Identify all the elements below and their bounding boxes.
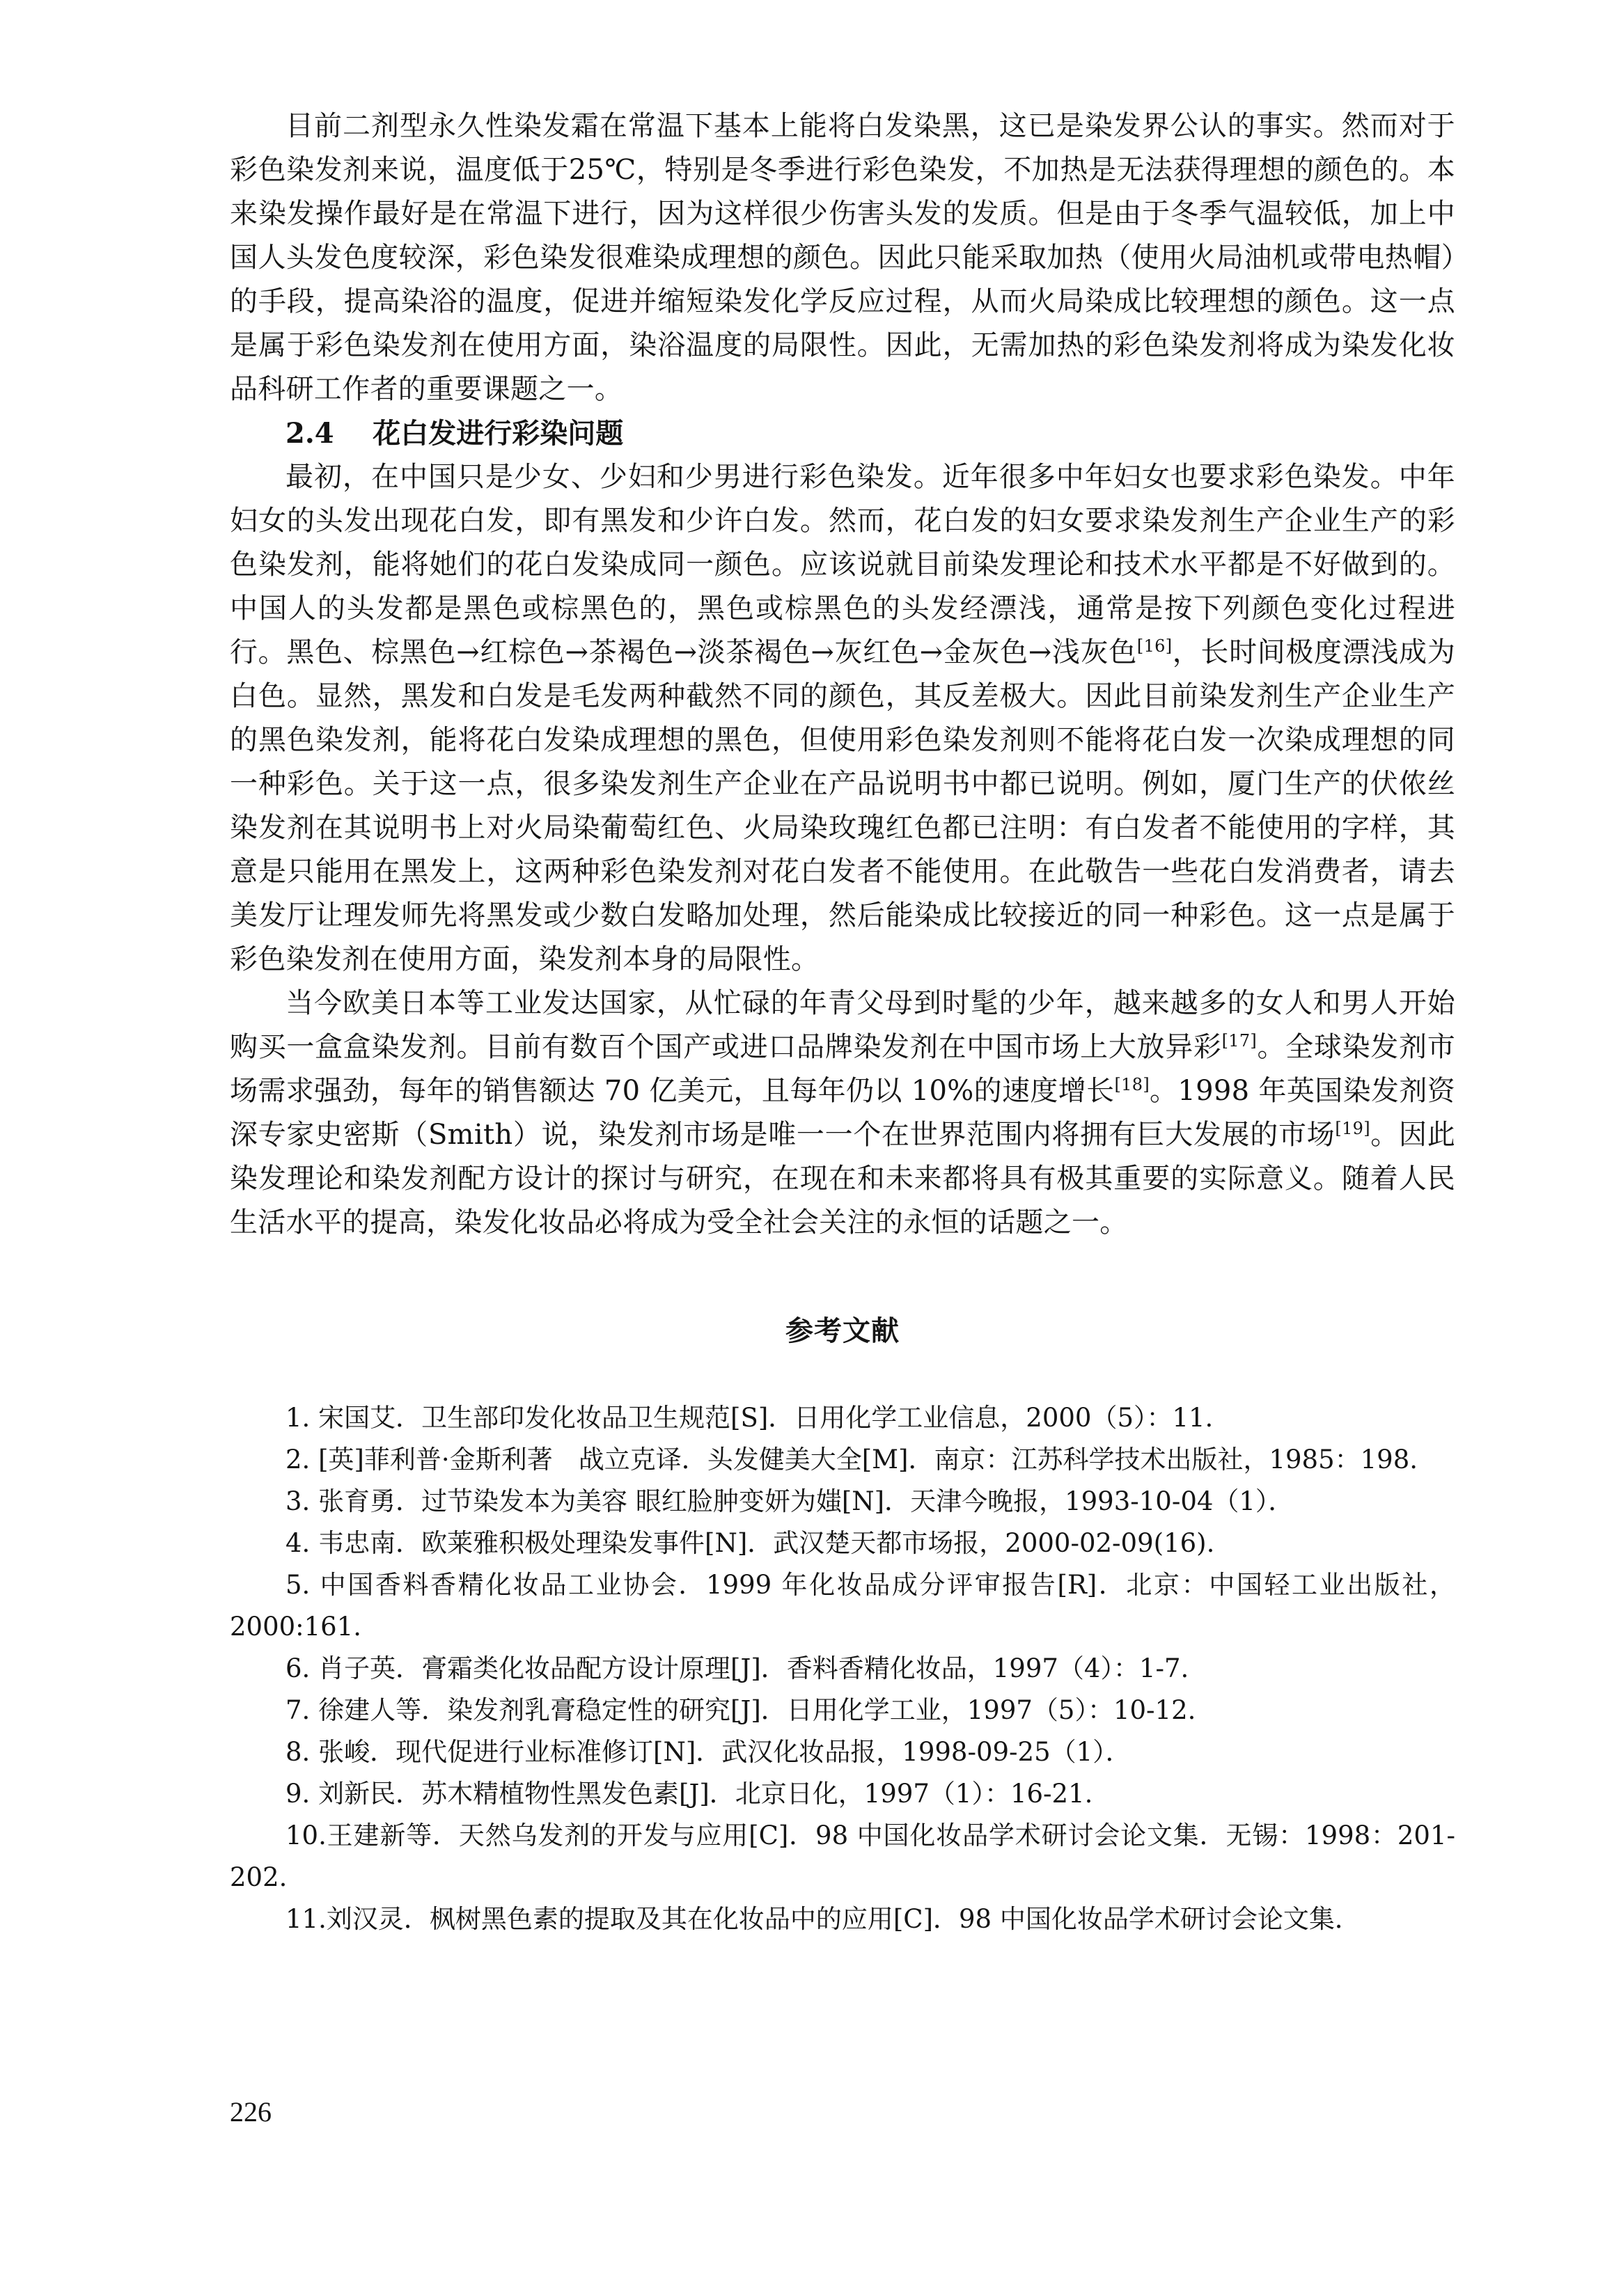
page-body xyxy=(230,104,1455,1940)
citation-ref: [16] xyxy=(1136,636,1173,656)
paragraph-text: 。全球染发剂市场需求强劲，每年的销售额达 70 亿美元，且每年仍以 10%的速度增长 xyxy=(230,1031,1455,1107)
reference-item: 10.王建新等．天然乌发剂的开发与应用[C]．98 中国化妆品学术研讨会论文集．无锡：1998：201-202. xyxy=(230,1821,1455,1892)
reference-item: 7. 徐建人等．染发剂乳膏稳定性的研究[J]．日用化学工业，1997（5）：10-12. xyxy=(285,1695,1196,1725)
paragraph-text: 最初，在中国只是少女、少妇和少男进行彩色染发。近年很多中年妇女也要求彩色染发。中年妇女的头发出现花白发，即有黑发和少许白发。然而，花白发的妇女要求染发剂生产企业生产的彩色染发剂，能将她们的花白发染成同一颜色。应该说就目前染发理论和技术水平都是不好做到的。中国人的头发都是黑色或棕黑色的，黑色或棕黑色的头发经漂浅，通常是按下列颜色变化过程进行。黑色、棕黑色→红棕色→茶褐色→淡茶褐色→灰红色→金灰色→浅灰色 xyxy=(230,461,1455,668)
body-paragraph xyxy=(230,982,1455,1245)
citation-ref: [17] xyxy=(1221,1031,1258,1051)
section-title: 花白发进行彩染问题 xyxy=(373,417,624,450)
paragraph-text: 。1998 年英国染发剂资深专家史密斯（Smith）说，染发剂市场是唯一一个在世界范围内将拥有巨大发展的市场 xyxy=(230,1075,1455,1151)
references-title: 参考文献 xyxy=(785,1314,900,1347)
citation-ref: [18] xyxy=(1114,1075,1150,1094)
section-number: 2.4 xyxy=(285,417,334,450)
reference-item: 3. 张育勇．过节染发本为美容 眼红脸肿变妍为媸[N]．天津今晚报，1993-10-04（1）． xyxy=(285,1486,1294,1516)
reference-item: 2. [英]菲利普·金斯利著 战立克译．头发健美大全[M]．南京：江苏科学技术出版社，1985：198. xyxy=(285,1445,1418,1475)
reference-item: 11.刘汉灵．枫树黑色素的提取及其在化妆品中的应用[C]．98 中国化妆品学术研讨会论文集． xyxy=(285,1904,1361,1934)
body-paragraph xyxy=(230,455,1455,982)
reference-item: 9. 刘新民．苏木精植物性黑发色素[J]．北京日化，1997（1）：16-21. xyxy=(285,1779,1093,1809)
paragraph-text: ，长时间极度漂浅成为白色。显然，黑发和白发是毛发两种截然不同的颜色，其反差极大。因此目前染发剂生产企业生产的黑色染发剂，能将花白发染成理想的黑色，但使用彩色染发剂则不能将花白发一次染成理想的同一种彩色。关于这一点，很多染发剂生产企业在产品说明书中都已说明。例如，厦门生产的伏侬丝染发剂在其说明书上对火局染葡萄红色、火局染玫瑰红色都已注明：有白发者不能使用的字样，其意是只能用在黑发上，这两种彩色染发剂对花白发者不能使用。在此敬告一些花白发消费者，请去美发厅让理发师先将黑发或少数白发略加处理，然后能染成比较接近的同一种彩色。这一点是属于彩色染发剂在使用方面，染发剂本身的局限性。 xyxy=(230,636,1456,975)
paragraph-text: 。因此染发理论和染发剂配方设计的探讨与研究，在现在和未来都将具有极其重要的实际意义。随着人民生活水平的提高，染发化妆品必将成为受全社会关注的永恒的话题之一。 xyxy=(230,1119,1456,1239)
references-list xyxy=(230,1397,1455,1940)
section-heading xyxy=(285,411,1455,455)
page-number: 226 xyxy=(230,2096,272,2128)
paragraph-text: 当今欧美日本等工业发达国家，从忙碌的年青父母到时髦的少年，越来越多的女人和男人开始购买一盒盒染发剂。目前有数百个国产或进口品牌染发剂在中国市场上大放异彩 xyxy=(230,987,1455,1063)
citation-ref: [19] xyxy=(1335,1119,1370,1138)
reference-item: 8. 张峻．现代促进行业标准修订[N]．武汉化妆品报，1998-09-25（1）． xyxy=(285,1737,1131,1767)
reference-item: 4. 韦忠南．欧莱雅积极处理染发事件[N]．武汉楚天都市场报，2000-02-09(16). xyxy=(285,1528,1215,1558)
reference-item: 6. 肖子英．膏霜类化妆品配方设计原理[J]．香料香精化妆品，1997（4）：1-7. xyxy=(285,1653,1189,1683)
reference-item: 1. 宋国艾．卫生部印发化妆品卫生规范[S]．日用化学工业信息，2000（5）：11. xyxy=(285,1403,1214,1433)
reference-item: 5. 中国香料香精化妆品工业协会．1999 年化妆品成分评审报告[R]．北京：中国轻工业出版社，2000:161. xyxy=(230,1570,1455,1642)
body-paragraph: 目前二剂型永久性染发霜在常温下基本上能将白发染黑，这已是染发界公认的事实。然而对于彩色染发剂来说，温度低于25℃，特别是冬季进行彩色染发，不加热是无法获得理想的颜色的。本来染发操作最好是在常温下进行，因为这样很少伤害头发的发质。但是由于冬季气温较低，加上中国人头发色度较深，彩色染发很难染成理想的颜色。因此只能采取加热（使用火局油机或带电热帽）的手段，提高染浴的温度，促进并缩短染发化学反应过程，从而火局染成比较理想的颜色。这一点是属于彩色染发剂在使用方面，染浴温度的局限性。因此，无需加热的彩色染发剂将成为染发化妆品科研工作者的重要课题之一。 xyxy=(230,110,1455,405)
